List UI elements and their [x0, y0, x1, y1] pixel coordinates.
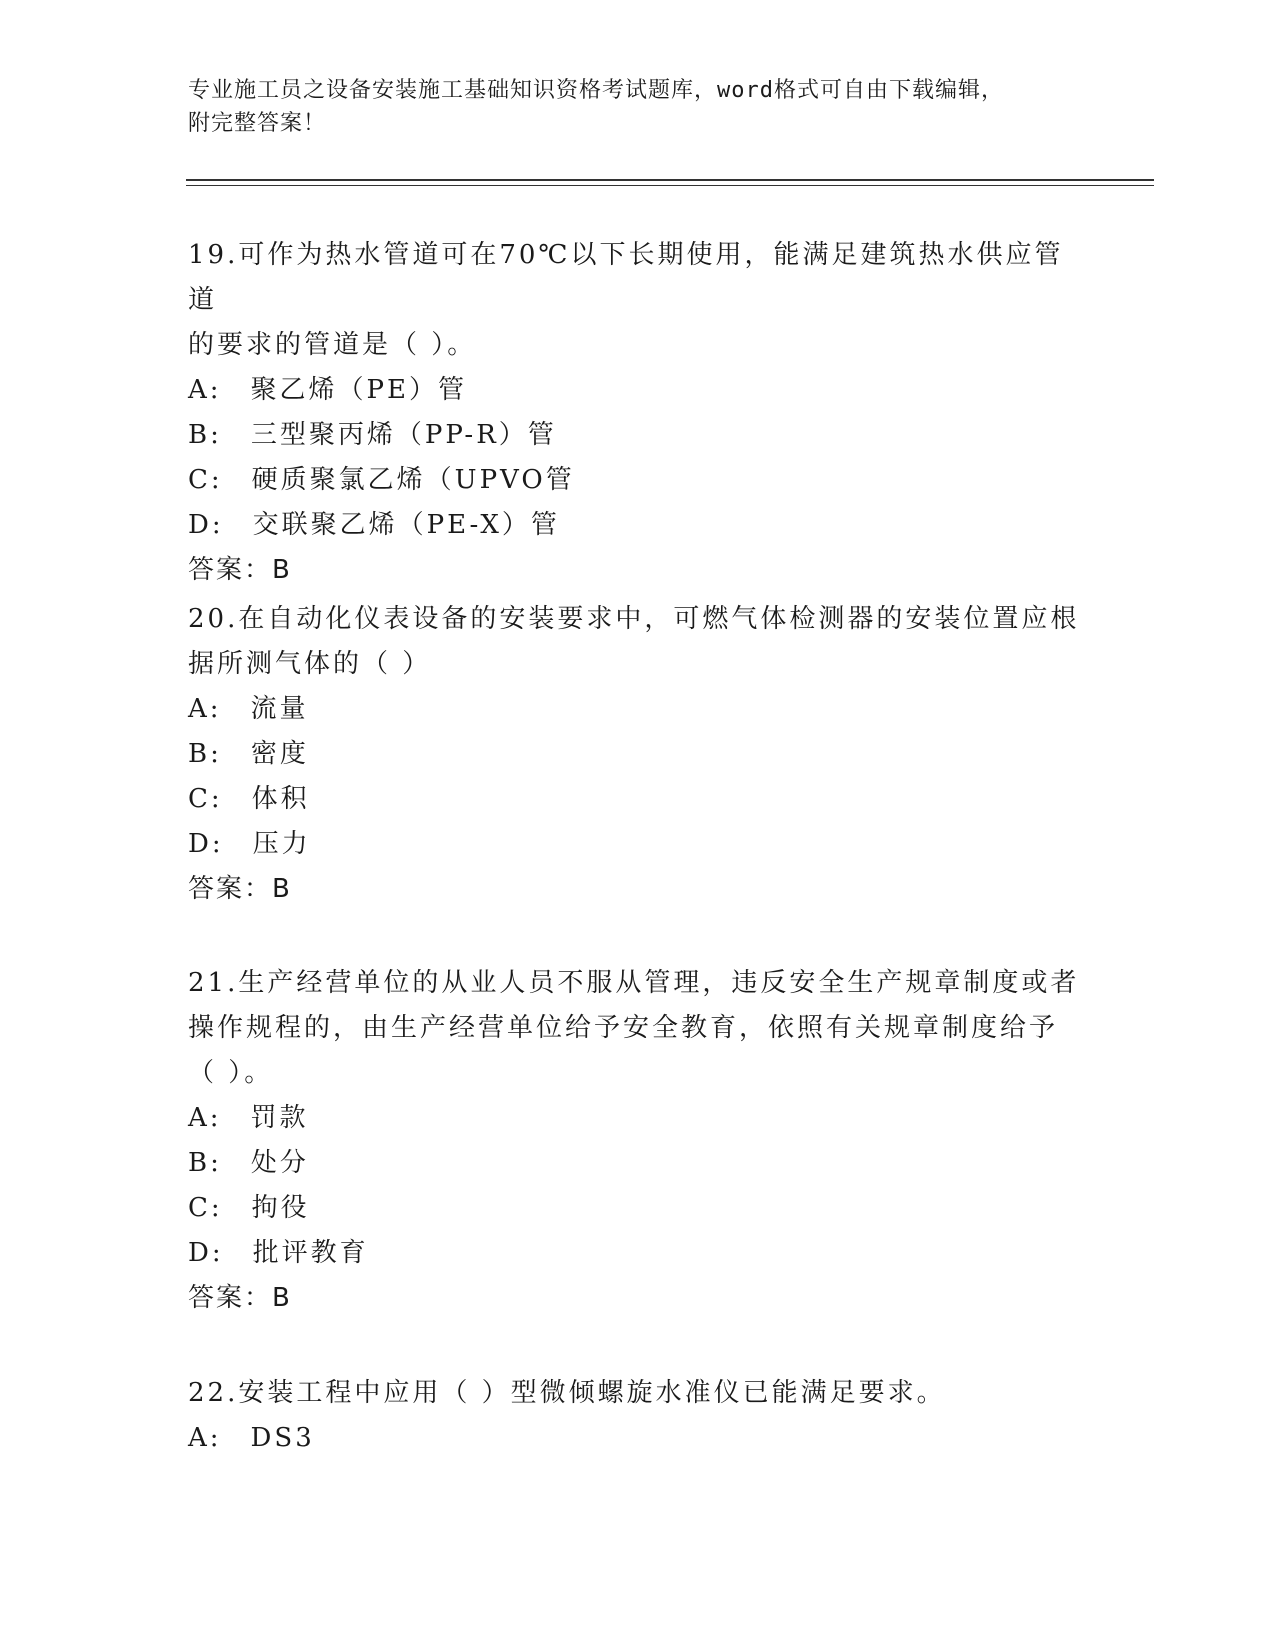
- option-a: A: 罚款: [188, 1103, 309, 1133]
- question-stem-line: （ ）。: [188, 1058, 274, 1088]
- question-stem-line: 21.生产经营单位的从业人员不服从管理，违反安全生产规章制度或者: [188, 968, 1080, 998]
- header-line-2: 附完整答案！: [188, 111, 327, 136]
- option-a: A: DS3: [188, 1423, 315, 1453]
- question-stem-line: 操作规程的，由生产经营单位给予安全教育，依照有关规章制度给予: [188, 1013, 1059, 1043]
- option-b: B: 三型聚丙烯（PP-R）管: [188, 420, 557, 450]
- header-divider: [186, 179, 1154, 186]
- option-d: D: 批评教育: [188, 1238, 369, 1268]
- answer: 答案：B: [188, 555, 292, 585]
- question-19: [188, 233, 1088, 593]
- question-stem-line: 20.在自动化仪表设备的安装要求中，可燃气体检测器的安装位置应根: [188, 604, 1080, 634]
- question-stem-line: 据所测气体的（ ）: [188, 649, 432, 679]
- question-stem-line: 的要求的管道是（ ）。: [188, 330, 477, 360]
- question-stem-line: 22.安装工程中应用（ ）型微倾螺旋水准仪已能满足要求。: [188, 1378, 946, 1408]
- option-c: C: 硬质聚氯乙烯（UPVO管: [188, 465, 575, 495]
- answer: 答案：B: [188, 1283, 292, 1313]
- option-a: A: 聚乙烯（PE）管: [188, 375, 468, 405]
- option-c: C: 拘役: [188, 1193, 310, 1223]
- header-line-1: 专业施工员之设备安装施工基础知识资格考试题库，word格式可自由下载编辑，: [188, 78, 1004, 103]
- question-22: [188, 1371, 1088, 1461]
- option-d: D: 交联聚乙烯（PE-X）管: [188, 510, 560, 540]
- option-c: C: 体积: [188, 784, 310, 814]
- question-21: [188, 961, 1088, 1321]
- option-d: D: 压力: [188, 829, 311, 859]
- option-b: B: 密度: [188, 739, 309, 769]
- question-20: [188, 597, 1088, 912]
- answer: 答案：B: [188, 874, 292, 904]
- option-a: A: 流量: [188, 694, 309, 724]
- option-b: B: 处分: [188, 1148, 309, 1178]
- question-stem-line: 19.可作为热水管道可在70℃以下长期使用，能满足建筑热水供应管道: [188, 240, 1064, 315]
- document-header: [188, 74, 1068, 140]
